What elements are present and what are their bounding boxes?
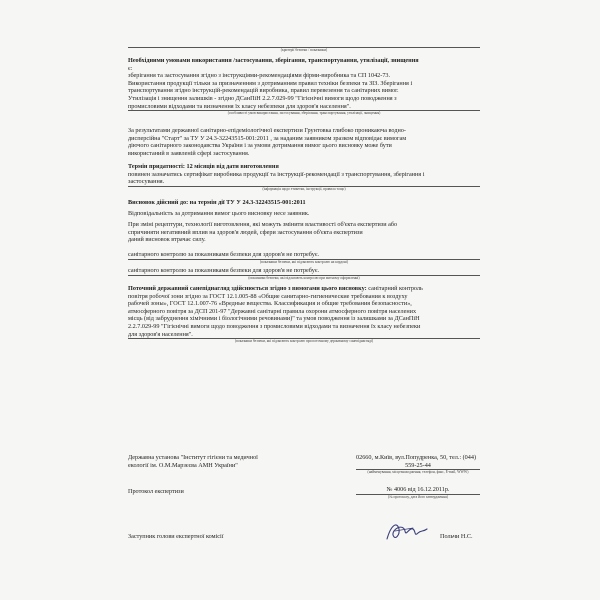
expertise-line: дисперсійна "Старт" за ТУ У 24.3-32243515-001:2011 , за наданим заявником зразком відповідає вимогам xyxy=(128,134,407,142)
changes-line: даний висновок втрачає силу. xyxy=(128,236,206,244)
supervision-line: атмосферного повітря за ДСП 201-97 "Державні санітарні правила охорони атмосферного повітря населених xyxy=(128,307,417,315)
supervision-line: 2.2.7.029-99 "Гігієнічні вимоги щодо поводження з промисловими відходами та визначення їх класу небезпеки xyxy=(128,322,421,330)
validity-heading: Термін придатності: 12 місяців від дати виготовлення xyxy=(128,163,279,170)
customs-control-caption: (показники безпеки, які підлягають контролю при митному оформленні) xyxy=(248,275,360,280)
conditions-line: зберігання та застосування згідно з інструкціями-рекомендаціями фірми-виробника та СП 1042-73. xyxy=(128,72,391,80)
validity-caption: (інформація щодо етикетки, інструкції, правила тощо) xyxy=(262,186,346,191)
signatory-name: Польчи Н.С. xyxy=(440,533,473,540)
conditions-line: Використання продукції тільки за призначенням з дотриманням правил техніки безпеки та ЗІЗ. Зберігання і xyxy=(128,79,413,87)
institution-name xyxy=(128,454,328,469)
institution-address xyxy=(356,454,480,475)
supervision-section xyxy=(128,285,480,344)
changes-section xyxy=(128,221,480,244)
conditions-line: транспортування згідно інструкцій-рекомендацій виробника, правил перевезення та санітарних вимог. xyxy=(128,87,399,95)
supervision-heading-tail: санітарний контроль xyxy=(368,285,423,292)
expertise-line: використаний в заявленій сфері застосування. xyxy=(128,149,250,157)
expertise-section xyxy=(128,127,480,157)
changes-line: При зміні рецептури, технології виготовлення, які можуть змінити властивості об'єкта експертизи або xyxy=(128,221,398,228)
protocol-caption: (№ протоколу, дата його затвердження) xyxy=(388,494,448,499)
address-line: 559-25-44 xyxy=(405,461,431,469)
border-control-section xyxy=(128,251,480,264)
conditions-line: промисловими відходами та визначення їх класу небезпеки для здоров'я населення". xyxy=(128,102,351,110)
supervision-heading: Поточний державний санепіднагляд здійснюється згідно з вимогами цього висновку: xyxy=(128,285,367,292)
top-rule-block xyxy=(128,47,480,52)
border-control-caption: (показники безпеки, які підлягають контролю на кордоні) xyxy=(259,259,349,264)
protocol-label: Протокол експертизи xyxy=(128,488,184,495)
valid-until-section xyxy=(128,199,480,217)
conditions-suffix: є: xyxy=(128,64,133,72)
customs-control-text: санітарного контролю за показниками безпеки для здоров'я не потребує. xyxy=(128,267,320,274)
protocol-number: № 4006 від 16.12.2011р. xyxy=(386,486,450,493)
protocol-block xyxy=(356,486,480,499)
customs-control-section xyxy=(128,267,480,280)
supervision-line: рабочей зоны», ГОСТ 12.1.007-76 «Вредные вещества. Классификация и общие требования безопасности», xyxy=(128,300,412,308)
expertise-line: діючого санітарного законодавства України і за умови дотримання вимог цього висновку може бути xyxy=(128,142,392,150)
validity-line: повинен зазначатись сертифікат виробника продукції та інструкції-рекомендації з транспортування, зберігання і xyxy=(128,170,425,178)
institution-line: екології ім. О.М.Марзєєва АМН України" xyxy=(128,461,238,469)
supervision-line: місць (від забруднення хімічними і біологічними речовинами)" та умов поводження із залишками за ДСанПіН xyxy=(128,315,420,323)
supervision-line: для здоров'я населення". xyxy=(128,330,193,338)
conditions-heading: Необхідними умовами використання /застосування, зберігання, транспортування, утилізації, знищення xyxy=(128,57,419,64)
address-line: 02660, м.Київ, вул.Попудренка, 50, тел.: (044) xyxy=(356,454,477,461)
valid-until-heading: Висновок дійсний до: на термін дії ТУ У 24.3-32243515-001:2011 xyxy=(128,199,306,206)
validity-line: застосування. xyxy=(128,178,165,186)
changes-line: спричиняти негативний вплив на здоров'я людей, сфери застосування об'єкта експертизи xyxy=(128,228,363,236)
conditions-line: Утилізація і знищення залишків - згідно ДСанПіН 2.2.7.029-99 "Гігієнічні вимоги щодо поводження з xyxy=(128,94,397,102)
conditions-section xyxy=(128,57,480,116)
address-caption: (найменування, місцезнаходження, телефон, факс, E-mail, WWW) xyxy=(367,470,469,475)
conditions-caption: (особливості умов використання, застосування, зберігання, транспортування, утилізації, знищення) xyxy=(227,111,381,116)
signatory-label: Заступник голови експертної комісії xyxy=(128,533,224,540)
expertise-line: За результатами державної санітарно-епідеміологічної експертизи Грунтовка глибоко проникаюча водно- xyxy=(128,127,406,134)
validity-section xyxy=(128,163,480,191)
valid-until-line: Відповідальність за дотримання вимог цього висновку несе заявник. xyxy=(128,209,310,217)
border-control-text: санітарного контролю за показниками безпеки для здоров'я не потребує. xyxy=(128,251,320,258)
supervision-line: повітря робочої зони згідно за ГОСТ 12.1.005-88 «Общие санитарно-гигиенические требования к воздуху xyxy=(128,292,408,300)
top-caption: (критерії безпеки / показники) xyxy=(280,48,328,52)
handwritten-signature xyxy=(383,519,431,543)
institution-line: Державна установа "Інститут гігієни та медичної xyxy=(128,454,258,461)
supervision-caption: (показники безпеки, які підлягають контролю при поточному державному санепіднагляді) xyxy=(234,339,374,344)
